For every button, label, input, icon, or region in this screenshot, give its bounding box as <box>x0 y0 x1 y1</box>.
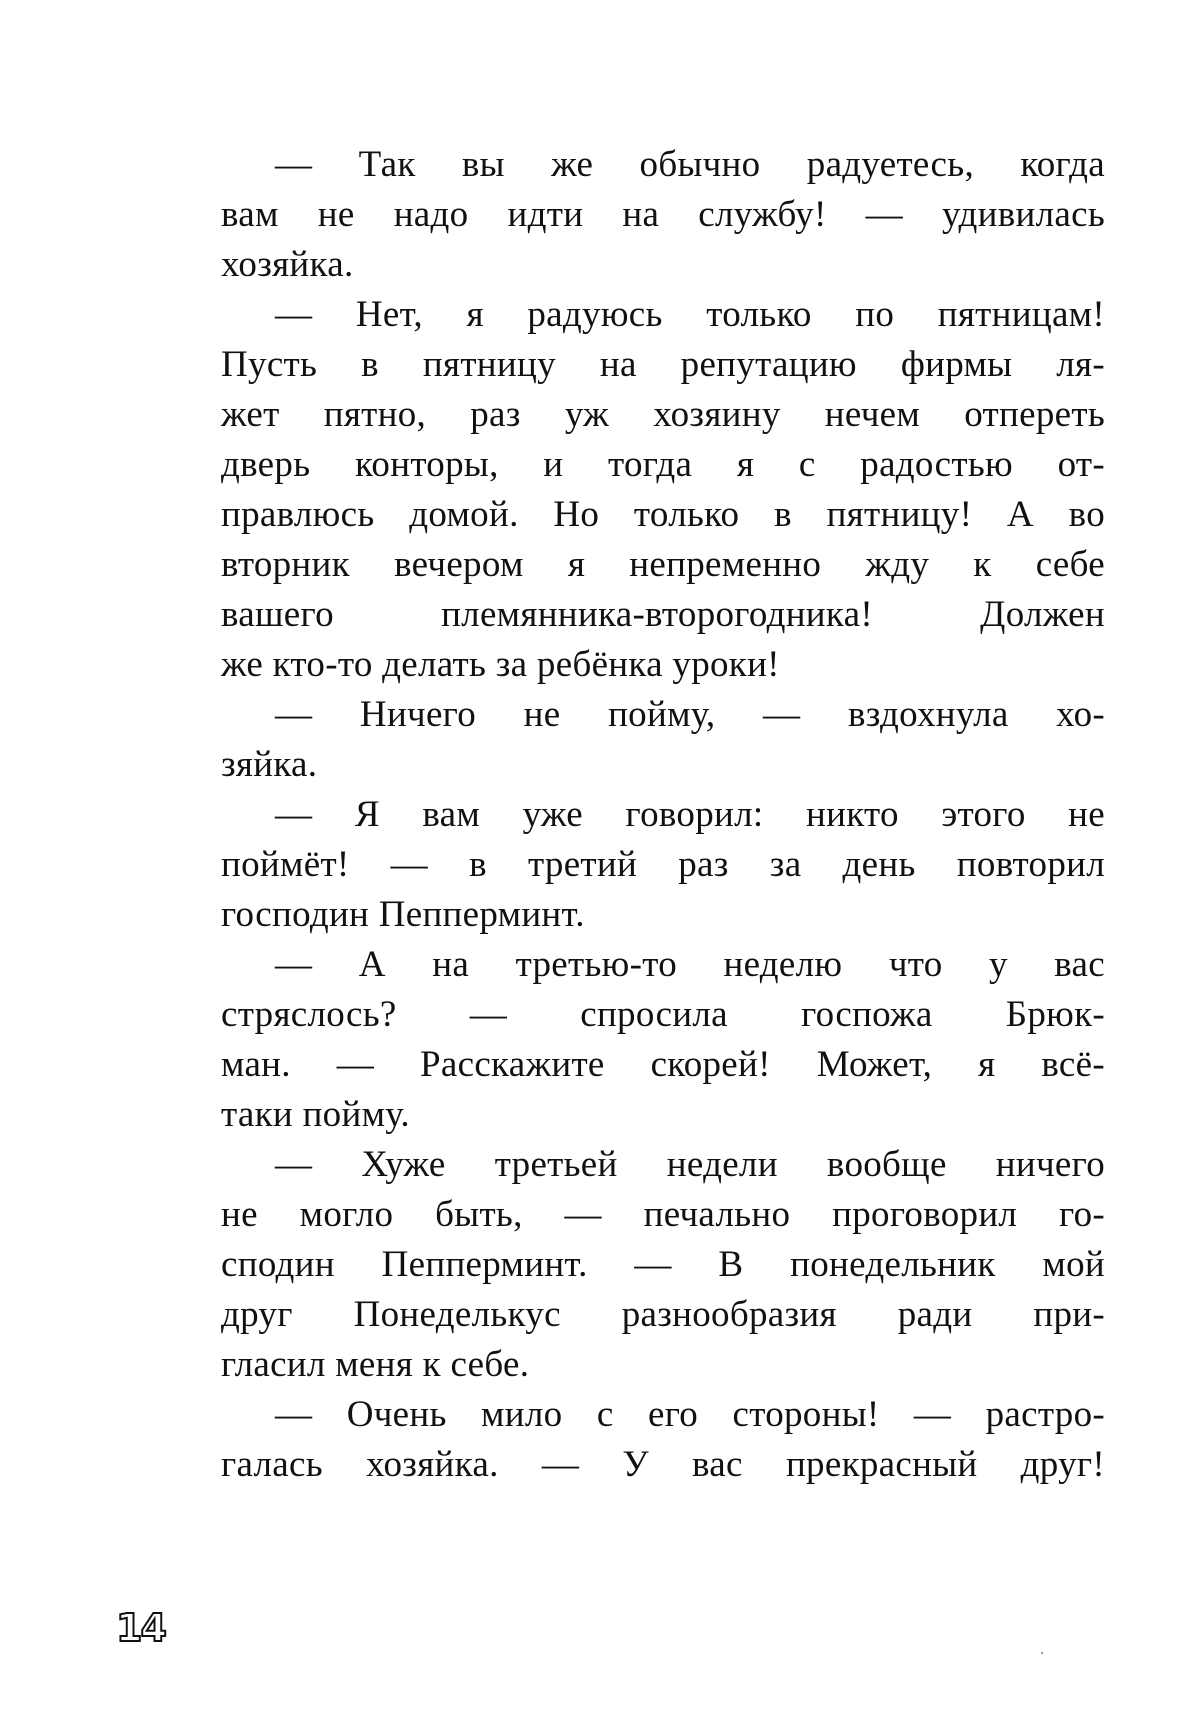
page-number: 14 <box>116 1606 165 1650</box>
text-line: ман. — Расскажите скорей! Может, я всё- <box>221 1044 1105 1085</box>
text-line: — Так вы же обычно радуетесь, когда <box>275 144 1105 185</box>
print-speck <box>1041 1652 1043 1654</box>
text-line: не могло быть, — печально проговорил го- <box>221 1194 1105 1235</box>
text-line: гласил меня к себе. <box>221 1344 530 1385</box>
text-line: поймёт! — в третий раз за день повторил <box>221 844 1105 885</box>
text-line: — Ничего не пойму, — вздохнула хо- <box>275 694 1105 735</box>
text-line: друг Понеделькус разнообразия ради при- <box>221 1294 1105 1335</box>
text-line: таки пойму. <box>221 1094 410 1135</box>
text-line: — Я вам уже говорил: никто этого не <box>275 794 1105 835</box>
text-line: жет пятно, раз уж хозяину нечем отпереть <box>221 394 1105 435</box>
text-line: сподин Пепперминт. — В понедельник мой <box>221 1244 1105 1285</box>
text-line: дверь конторы, и тогда я с радостью от- <box>221 444 1105 485</box>
text-line: вторник вечером я непременно жду к себе <box>221 544 1105 585</box>
text-line: правлюсь домой. Но только в пятницу! А во <box>221 494 1105 535</box>
text-line: — А на третью-то неделю что у вас <box>275 944 1105 985</box>
text-line: — Хуже третьей недели вообще ничего <box>275 1144 1105 1185</box>
text-line: Пусть в пятницу на репутацию фирмы ля- <box>221 344 1105 385</box>
text-line: зяйка. <box>221 744 318 785</box>
text-line: галась хозяйка. — У вас прекрасный друг! <box>221 1444 1105 1485</box>
text-line: господин Пепперминт. <box>221 894 585 935</box>
text-line: — Очень мило с его стороны! — растро- <box>275 1394 1105 1435</box>
text-line: стряслось? — спросила госпожа Брюк- <box>221 994 1105 1035</box>
text-line: хозяйка. <box>221 244 354 285</box>
body-text <box>221 140 1105 1490</box>
text-line: вам не надо идти на службу! — удивилась <box>221 194 1105 235</box>
text-line: вашего племянника-второгодника! Должен <box>221 594 1105 635</box>
text-line: же кто-то делать за ребёнка уроки! <box>221 644 780 685</box>
text-line: — Нет, я радуюсь только по пятницам! <box>275 294 1105 335</box>
